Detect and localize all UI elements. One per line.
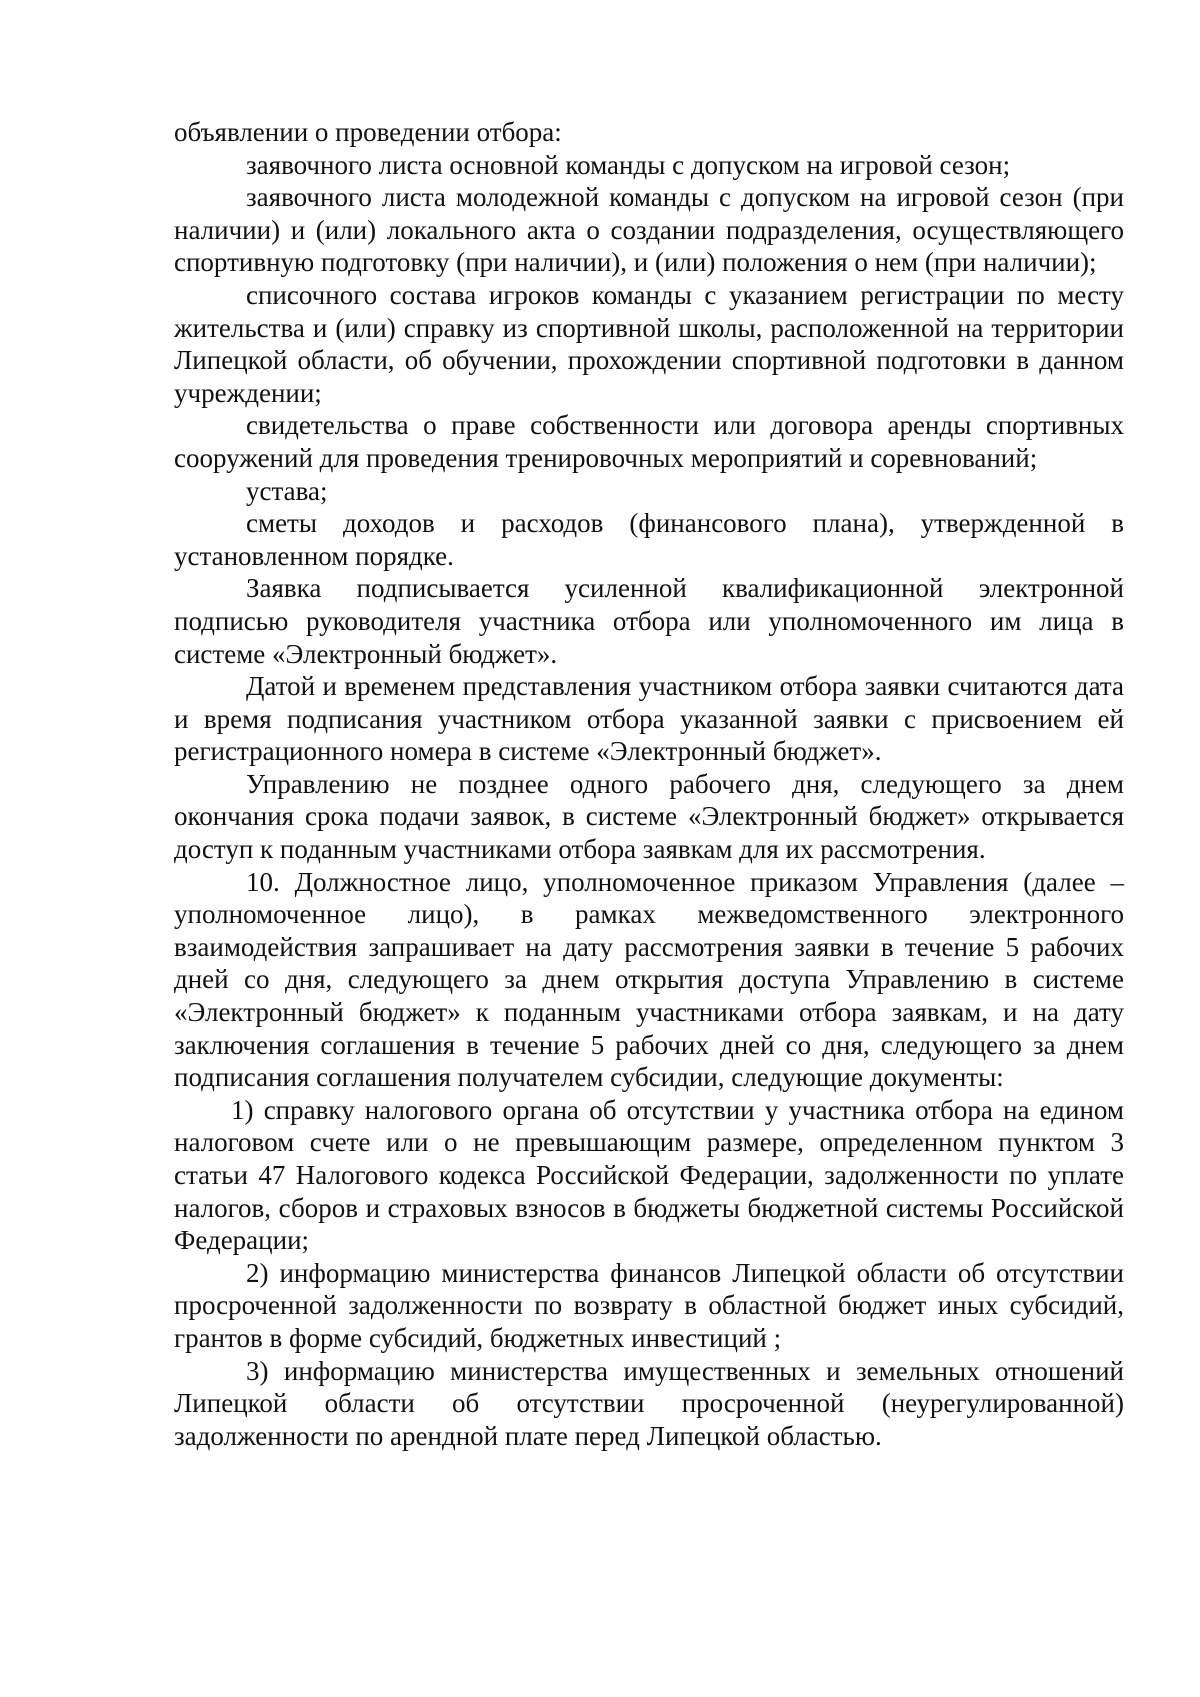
list-item-1-tax-certificate: 1) справку налогового органа об отсутствии у участника отбора на едином налоговом счете или о не превышающим размере, определенном пунктом 3 статьи 47 Налогового кодекса Российской Федерации, задолженности по уплате налогов, сборов и страховых взносов в бюджеты бюджетной системы Российской Федерации; (174, 1094, 1124, 1256)
paragraph-main-team-roster: заявочного листа основной команды с допуском на игровой сезон; (246, 149, 1011, 180)
paragraph-budget-estimate: сметы доходов и расходов (финансового плана), утвержденной в установленном порядке. (174, 508, 1124, 571)
paragraph-section-10: 10. Должностное лицо, уполномоченное приказом Управления (далее – уполномоченное лицо), в рамках межведомственного электронного взаимодействия запрашивает на дату рассмотрения заявки в течение 5 рабочих дней со дня, следующего за днем открытия доступа Управлению в системе «Электронный бюджет» к поданным участниками отбора заявкам, и на дату заключения соглашения в течение 5 рабочих дней со дня, следующего за днем подписания соглашения получателем субсидии, следующие документы: (174, 866, 1124, 1093)
paragraph-property-certificate: свидетельства о праве собственности или договора аренды спортивных сооружений для проведения тренировочных мероприятий и соревнований; (174, 410, 1124, 473)
list-item-2-finance-ministry-info: 2) информацию министерства финансов Липецкой области об отсутствии просроченной задолженности по возврату в областной бюджет иных субсидий, грантов в форме субсидий, бюджетных инвестиций ; (174, 1257, 1124, 1353)
paragraph-charter: устава; (246, 475, 328, 506)
list-item-3-property-ministry-info: 3) информацию министерства имущественных и земельных отношений Липецкой области об отсутствии просроченной (неурегулированной) задолженности по арендной плате перед Липецкой областью. (174, 1355, 1124, 1451)
paragraph-player-list: списочного состава игроков команды с указанием регистрации по месту жительства и (или) справку из спортивной школы, расположенной на территории Липецкой области, об обучении, прохождении спортивной подготовки в данном учреждении; (174, 279, 1124, 408)
document-page (174, 116, 1124, 1452)
paragraph-application-signature: Заявка подписывается усиленной квалификационной электронной подписью руководителя участника отбора или уполномоченного им лица в системе «Электронный бюджет». (174, 573, 1124, 669)
paragraph-selection-announcement: объявлении о проведении отбора: (174, 117, 562, 147)
paragraph-access-opening: Управлению не позднее одного рабочего дня, следующего за днем окончания срока подачи заявок, в системе «Электронный бюджет» открывается доступ к поданным участниками отбора заявкам для их рассмотрения. (174, 768, 1124, 865)
paragraph-submission-date: Датой и временем представления участником отбора заявки считаются дата и время подписания участником отбора указанной заявки с присвоением ей регистрационного номера в системе «Электронный бюджет». (174, 671, 1124, 767)
paragraph-youth-team-roster: заявочного листа молодежной команды с допуском на игровой сезон (при наличии) и (или) локального акта о создании подразделения, осуществляющего спортивную подготовку (при наличии), и (или) положения о нем (при наличии); (174, 182, 1124, 278)
